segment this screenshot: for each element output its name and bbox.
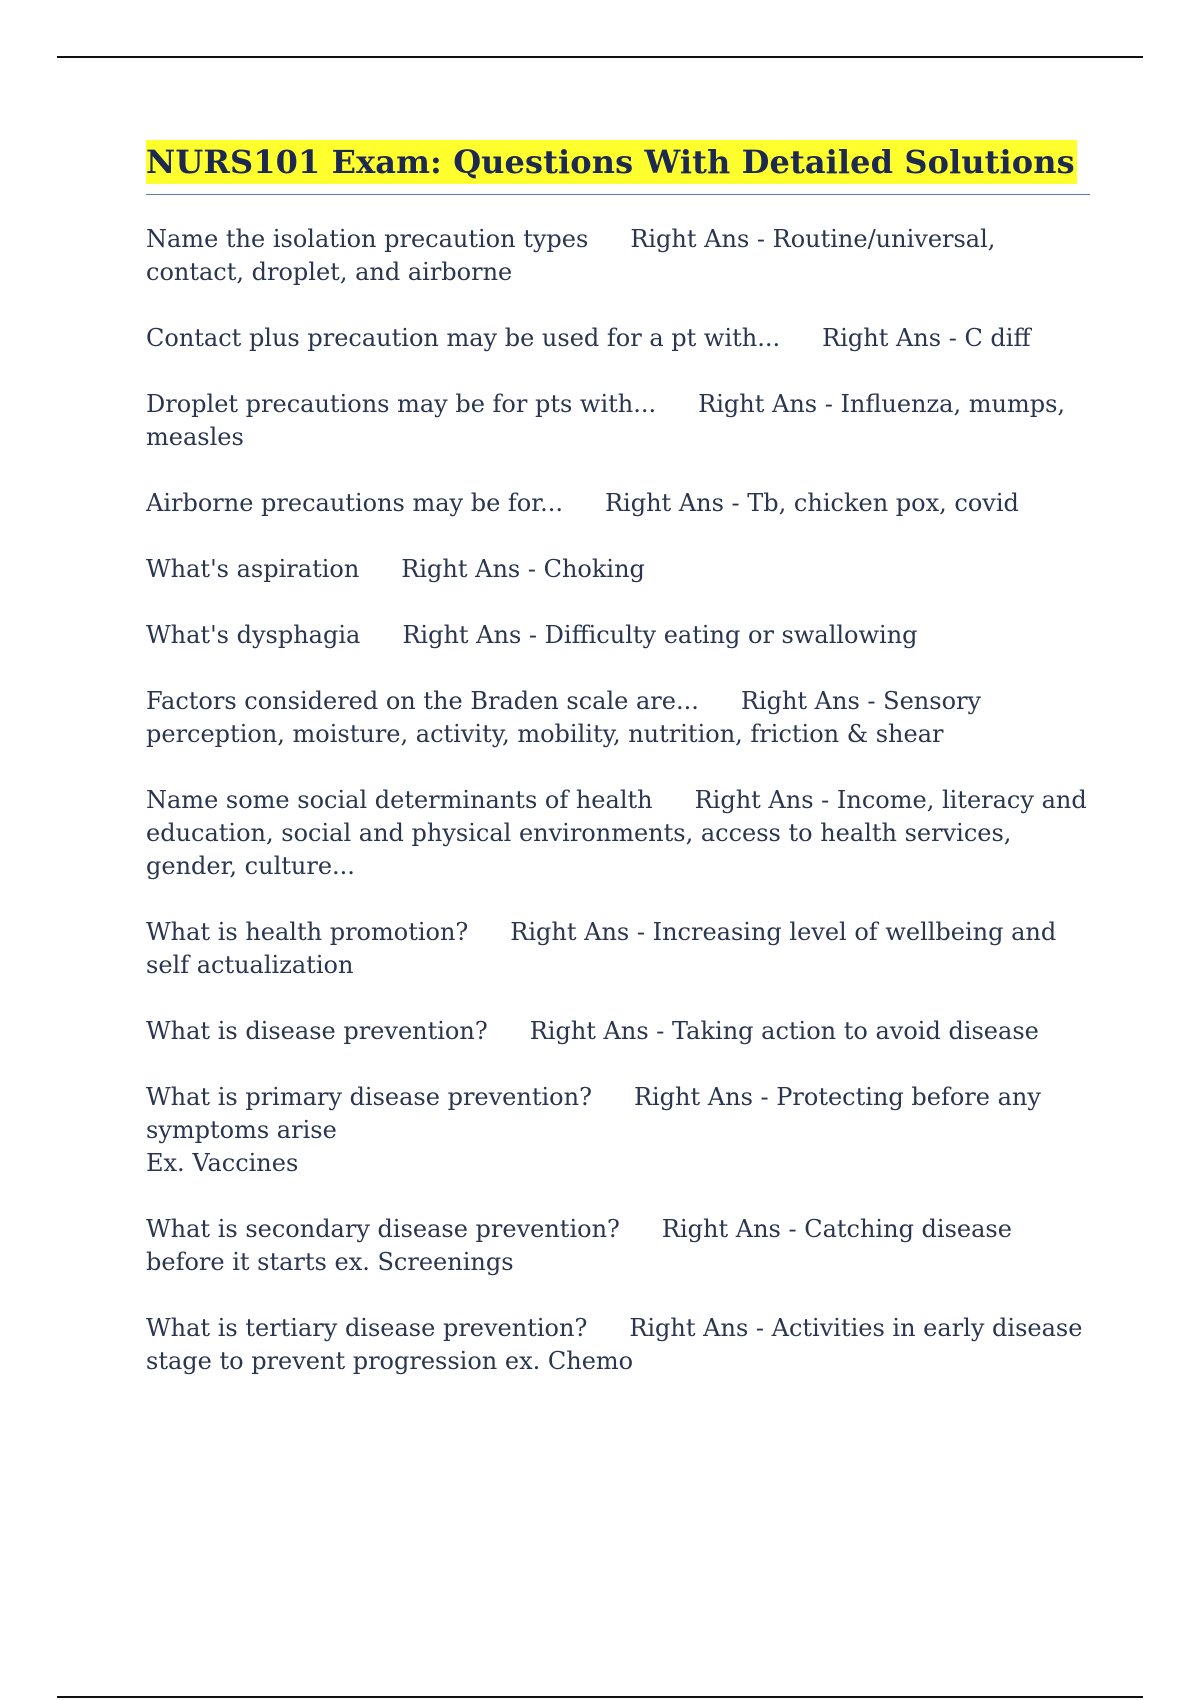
document-body [146, 140, 1090, 1411]
answer-prefix: Right Ans - [661, 1215, 805, 1243]
question-text: Factors considered on the Braden scale are... [146, 687, 699, 715]
answer-prefix: Right Ans - [822, 324, 965, 352]
answer-prefix: Right Ans - [529, 1017, 673, 1045]
answer-text: Increasing level of wellbeing and self actualization [146, 918, 1057, 979]
question-text: What is health promotion? [146, 918, 469, 946]
qa-item [146, 553, 1090, 586]
answer-text: Catching disease before it starts ex. Screenings [146, 1215, 1012, 1276]
answer-text: Choking [543, 555, 645, 583]
qa-item [146, 487, 1090, 520]
qa-item [146, 1015, 1090, 1048]
answer-text: Activities in early disease stage to prevent progression ex. Chemo [146, 1314, 1083, 1375]
document-title: NURS101 Exam: Questions With Detailed Solutions [146, 140, 1077, 184]
question-text: What's aspiration [146, 555, 360, 583]
question-text: Contact plus precaution may be used for a pt with... [146, 324, 781, 352]
title-block [146, 140, 1090, 195]
answer-text: Routine/universal, contact, droplet, and airborne [146, 225, 996, 286]
qa-item [146, 619, 1090, 652]
answer-text: Taking action to avoid disease [672, 1017, 1039, 1045]
answer-text: Influenza, mumps, measles [146, 390, 1066, 451]
qa-item [146, 388, 1090, 454]
answer-text: Income, literacy and education, social and physical environments, access to health services, gender, culture... [146, 786, 1087, 880]
answer-prefix: Right Ans - [740, 687, 884, 715]
answer-prefix: Right Ans - [402, 621, 545, 649]
qa-item [146, 322, 1090, 355]
question-text: Droplet precautions may be for pts with... [146, 390, 657, 418]
qa-item [146, 1213, 1090, 1279]
answer-prefix: Right Ans - [694, 786, 837, 814]
qa-item [146, 916, 1090, 982]
answer-prefix: Right Ans - [604, 489, 748, 517]
question-text: What is primary disease prevention? [146, 1083, 592, 1111]
answer-text: Difficulty eating or swallowing [544, 621, 918, 649]
qa-list [146, 223, 1090, 1378]
answer-prefix: Right Ans - [401, 555, 544, 583]
answer-text: Tb, chicken pox, covid [747, 489, 1019, 517]
answer-text: C diff [964, 324, 1031, 352]
answer-text: Protecting before any symptoms arise [146, 1083, 1041, 1144]
answer-prefix: Right Ans - [630, 225, 773, 253]
header-rule [57, 56, 1143, 58]
question-text: Name some social determinants of health [146, 786, 653, 814]
question-text: What is disease prevention? [146, 1017, 488, 1045]
question-text: What is secondary disease prevention? [146, 1215, 620, 1243]
answer-text: Sensory perception, moisture, activity, mobility, nutrition, friction & shear [146, 687, 982, 748]
qa-item [146, 784, 1090, 883]
answer-extra: Ex. Vaccines [146, 1149, 299, 1177]
answer-prefix: Right Ans - [633, 1083, 777, 1111]
question-text: What's dysphagia [146, 621, 361, 649]
question-text: Name the isolation precaution types [146, 225, 589, 253]
qa-item [146, 685, 1090, 751]
answer-prefix: Right Ans - [698, 390, 841, 418]
footer-rule [57, 1696, 1143, 1698]
qa-item [146, 1081, 1090, 1180]
qa-item [146, 223, 1090, 289]
question-text: What is tertiary disease prevention? [146, 1314, 588, 1342]
answer-prefix: Right Ans - [629, 1314, 772, 1342]
qa-item [146, 1312, 1090, 1378]
question-text: Airborne precautions may be for... [146, 489, 563, 517]
answer-prefix: Right Ans - [510, 918, 653, 946]
